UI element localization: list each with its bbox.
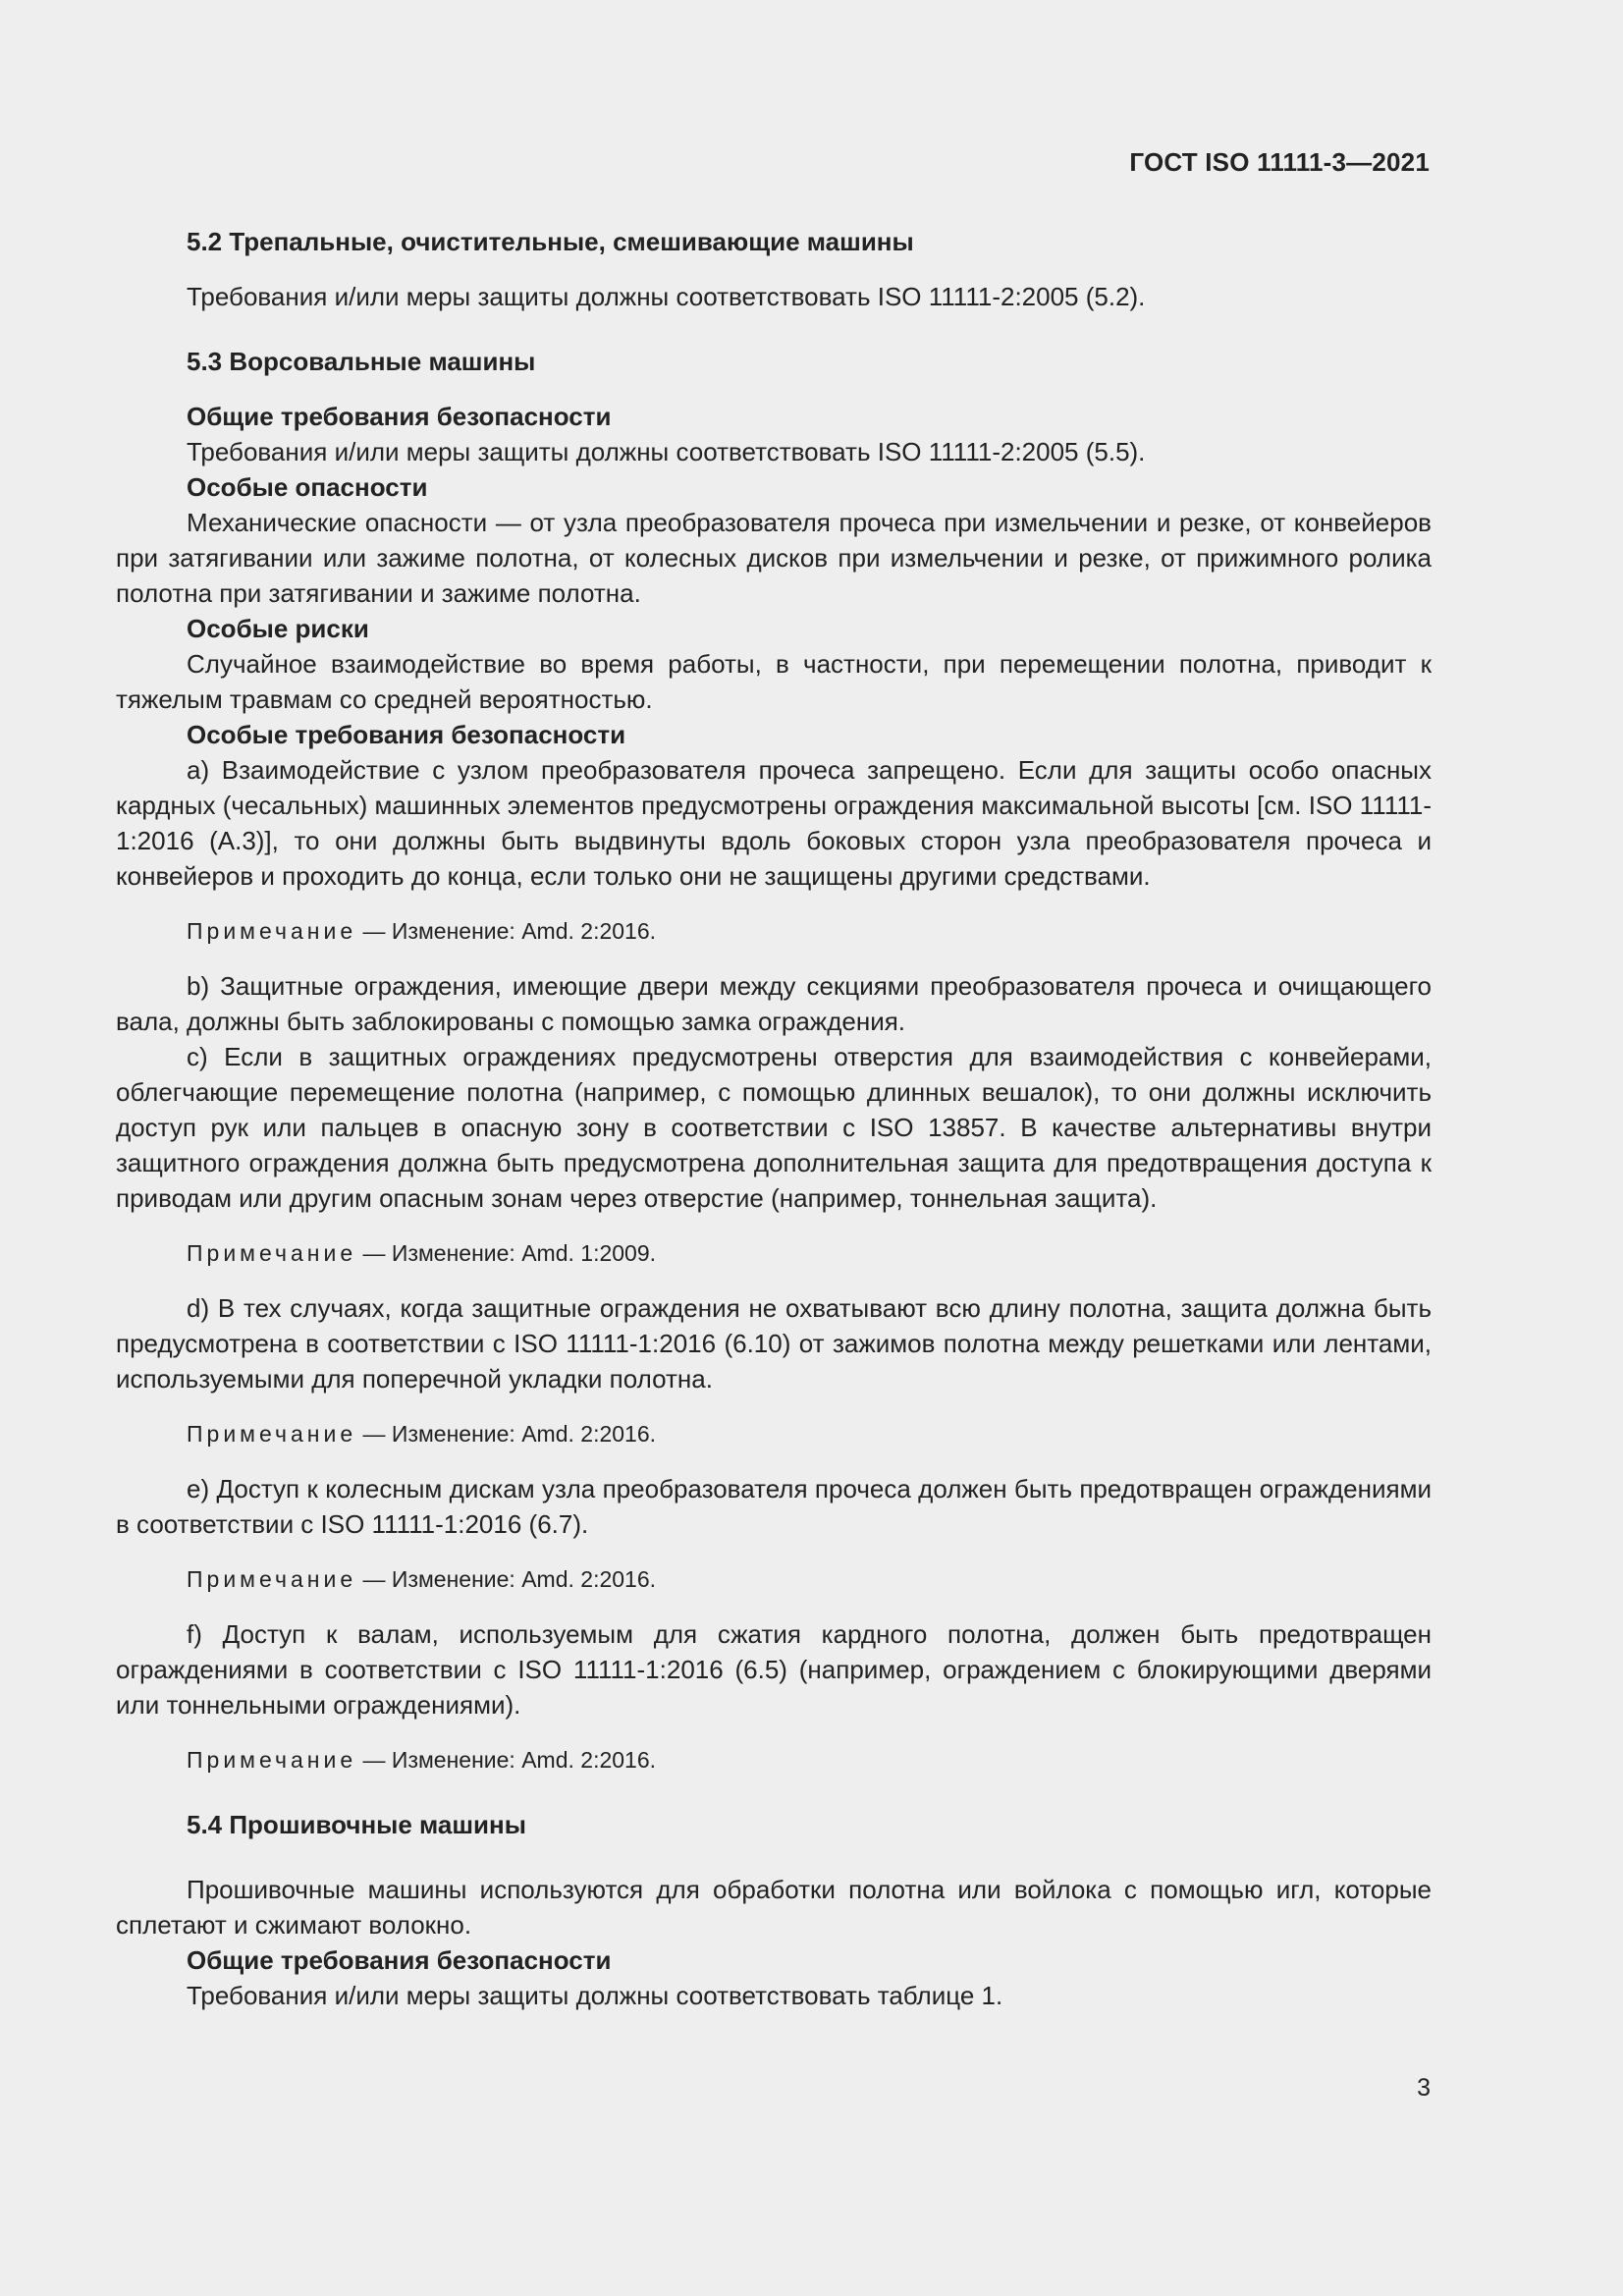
special-requirements-title: Особые требования безопасности xyxy=(187,720,626,749)
general-requirements-title-5-4: Общие требования безопасности xyxy=(187,1945,612,1975)
general-requirements-text-5-4: Требования и/или меры защиты должны соответствовать таблице 1. xyxy=(187,1981,1003,2010)
note-d xyxy=(116,1416,1432,1451)
requirement-item-a: а) Взаимодействие с узлом преобразователя прочеса запрещено. Если для защиты особо опасных кардных (чесальных) машинных элементов предусмотрены ограждения максимальной высоты [см. ISO 11111-1:2016 (А.3)], то они должны быть выдвинуты вдоль боковых сторон узла преобразователя прочеса и конвейеров и проходить до конца, если только они не защищены другими средствами. xyxy=(116,755,1432,891)
note-label: Примечание xyxy=(187,918,357,944)
note-text: — Изменение: Amd. 2:2016. xyxy=(362,1747,657,1773)
requirement-item-c: с) Если в защитных ограждениях предусмотрены отверстия для взаимодействия с конвейерами, облегчающие перемещение полотна (например, с помощью длинных вешалок), то они должны исключить доступ рук или пальцев в опасную зону в соответствии с ISO 13857. В качестве альтернативы внутри защитного ограждения должна быть предусмотрена дополнительная защита для предотвращения доступа к приводам или другим опасным зонам через отверстие (например, тоннельная защита). xyxy=(116,1042,1432,1213)
special-hazards-text: Механические опасности — от узла преобразователя прочеса при измельчении и резке, от конвейеров при затягивании или зажиме полотна, от колесных дисков при измельчении и резке, от прижимного ролика полотна при затягивании и зажиме полотна. xyxy=(116,508,1432,608)
section-5-2-text: Требования и/или меры защиты должны соответствовать ISO 11111-2:2005 (5.2). xyxy=(187,282,1146,311)
special-hazards-title: Особые опасности xyxy=(187,472,428,502)
note-text: — Изменение: Amd. 2:2016. xyxy=(362,1421,657,1447)
section-5-2-heading: 5.2 Трепальные, очистительные, смешивающие машины xyxy=(187,227,914,256)
page-number: 3 xyxy=(1417,2074,1431,2102)
requirement-item-d: d) В тех случаях, когда защитные ограждения не охватывают всю длину полотна, защита должна быть предусмотрена в соответствии с ISO 11111-1:2016 (6.10) от зажимов полотна между решетками или лентами, используемыми для поперечной укладки полотна. xyxy=(116,1293,1432,1394)
standard-code: ГОСТ ISO 11111-3—2021 xyxy=(1129,147,1430,177)
note-text: — Изменение: Amd. 1:2009. xyxy=(362,1240,657,1266)
note-e xyxy=(116,1561,1432,1597)
special-risks-title: Особые риски xyxy=(187,614,369,643)
page-content xyxy=(116,224,1432,2013)
note-label: Примечание xyxy=(187,1421,357,1447)
section-5-4-text: Прошивочные машины используются для обработки полотна или войлока с помощью игл, которые сплетают и сжимают волокно. xyxy=(116,1875,1432,1940)
note-text: — Изменение: Amd. 2:2016. xyxy=(362,918,657,944)
note-text: — Изменение: Amd. 2:2016. xyxy=(362,1566,657,1592)
requirement-item-e: е) Доступ к колесным дискам узла преобразователя прочеса должен быть предотвращен ограждениями в соответствии с ISO 11111-1:2016 (6.7). xyxy=(116,1474,1432,1539)
note-label: Примечание xyxy=(187,1240,357,1266)
note-c xyxy=(116,1235,1432,1271)
requirement-item-b: b) Защитные ограждения, имеющие двери между секциями преобразователя прочеса и очищающего вала, должны быть заблокированы с помощью замка ограждения. xyxy=(116,971,1432,1036)
note-label: Примечание xyxy=(187,1747,357,1773)
section-5-3-heading: 5.3 Ворсовальные машины xyxy=(187,347,536,376)
section-5-4-heading: 5.4 Прошивочные машины xyxy=(187,1810,526,1839)
general-requirements-title: Общие требования безопасности xyxy=(187,402,612,431)
special-risks-text: Случайное взаимодействие во время работы, в частности, при перемещении полотна, приводит к тяжелым травмам со средней вероятностью. xyxy=(116,649,1432,714)
general-requirements-text: Требования и/или меры защиты должны соответствовать ISO 11111-2:2005 (5.5). xyxy=(187,437,1146,466)
note-a xyxy=(116,913,1432,949)
note-label: Примечание xyxy=(187,1566,357,1592)
note-f xyxy=(116,1742,1432,1777)
requirement-item-f: f) Доступ к валам, используемым для сжатия кардного полотна, должен быть предотвращен ограждениями в соответствии с ISO 11111-1:2016 (6.5) (например, ограждением с блокирующими дверями или тоннельными ограждениями). xyxy=(116,1619,1432,1720)
